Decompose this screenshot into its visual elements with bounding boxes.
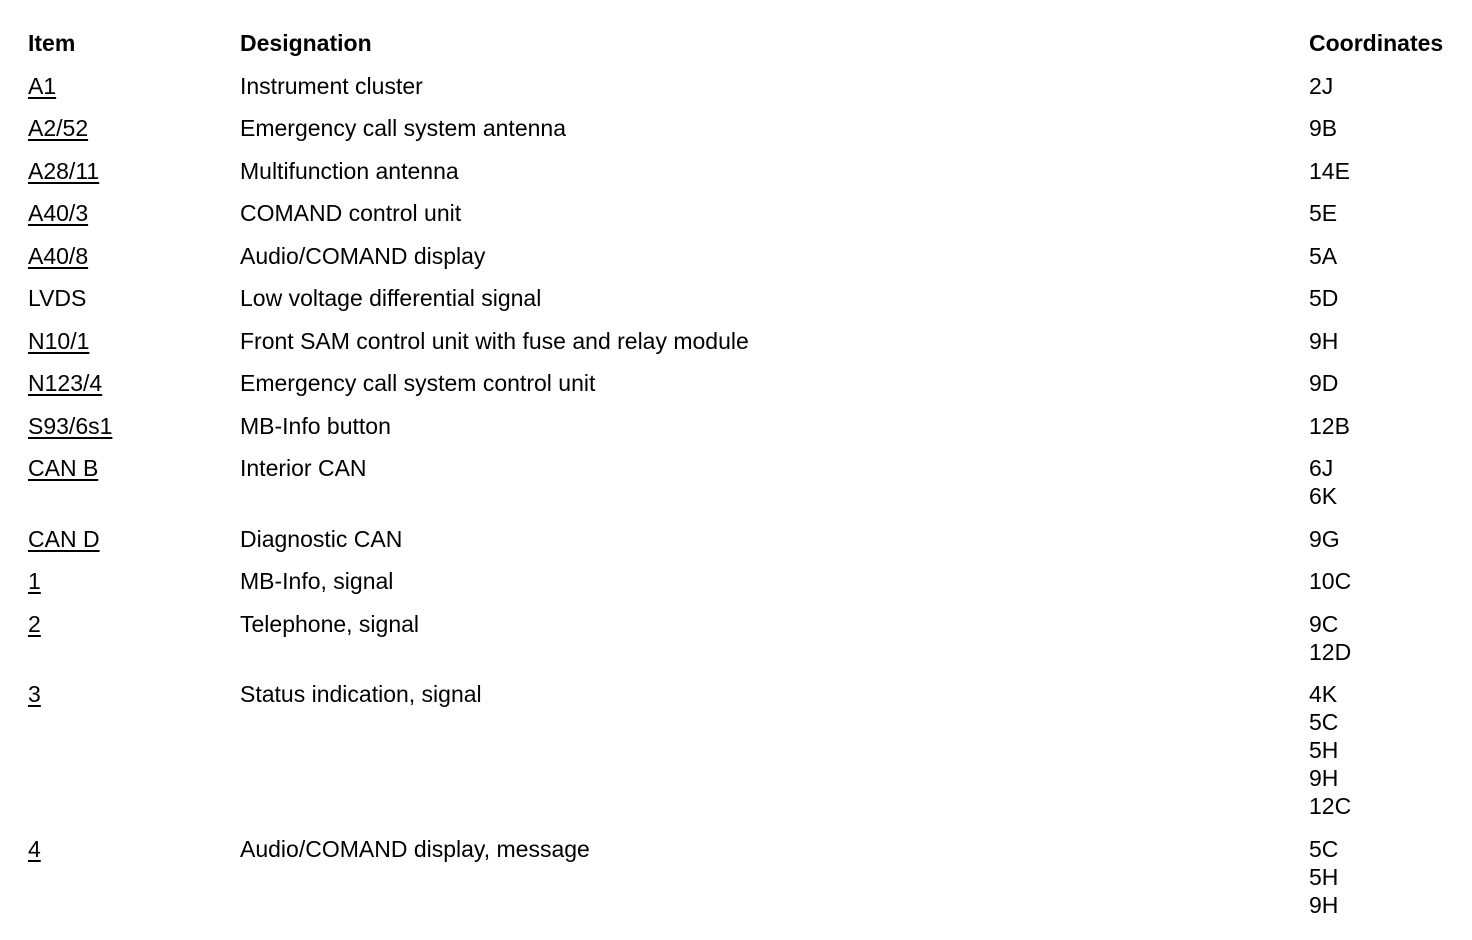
designation-cell: Audio/COMAND display (240, 242, 486, 269)
coordinate-value: 5D (1309, 285, 1339, 311)
item-cell (28, 412, 240, 440)
table-row (28, 114, 1458, 157)
item-cell (28, 284, 240, 312)
item-link[interactable]: 2 (28, 610, 41, 637)
item-link[interactable]: 3 (28, 681, 41, 707)
item-label: LVDS (28, 285, 87, 311)
table-row (28, 567, 1458, 610)
coordinates-cell (1309, 567, 1458, 595)
coordinate-value: 5E (1309, 200, 1338, 226)
item-link[interactable]: CAN D (28, 525, 100, 552)
coordinate-value: 5H (1309, 863, 1339, 890)
coordinate-value: 4K (1309, 681, 1338, 707)
coordinate-value: 14E (1309, 157, 1350, 184)
designation-cell: Audio/COMAND display, message (240, 835, 590, 862)
designation-cell: MB-Info, signal (240, 568, 394, 594)
item-link[interactable]: A2/52 (28, 115, 89, 141)
coordinate-value: 9H (1309, 327, 1339, 354)
coordinates-cell (1309, 72, 1458, 100)
table-row (28, 327, 1458, 370)
coordinate-value: 6J (1309, 455, 1334, 481)
coordinate-value: 9H (1309, 765, 1339, 791)
coordinate-value: 9C (1309, 610, 1339, 637)
item-cell (28, 610, 240, 638)
item-link[interactable]: CAN B (28, 455, 99, 481)
table-row (28, 610, 1458, 681)
item-cell (28, 242, 240, 270)
designation-cell: MB-Info button (240, 412, 391, 439)
table-row (28, 680, 1458, 835)
table-row (28, 284, 1458, 327)
designation-cell: Telephone, signal (240, 610, 420, 637)
coordinates-cell (1309, 199, 1458, 227)
designation-cell: Interior CAN (240, 455, 367, 481)
coordinates-cell (1309, 327, 1458, 355)
table-row (28, 157, 1458, 200)
coordinate-value: 5C (1309, 835, 1339, 862)
item-cell (28, 369, 240, 397)
coordinates-cell (1309, 454, 1458, 510)
item-cell (28, 567, 240, 595)
item-link[interactable]: 4 (28, 835, 41, 862)
item-cell (28, 327, 240, 355)
item-link[interactable]: A40/3 (28, 200, 89, 226)
designation-cell: Status indication, signal (240, 681, 482, 707)
designation-cell: Instrument cluster (240, 72, 423, 99)
coordinate-value: 12D (1309, 638, 1352, 665)
designation-cell: Multifunction antenna (240, 157, 459, 184)
designation-cell: Emergency call system control unit (240, 370, 596, 396)
item-link[interactable]: A40/8 (28, 242, 89, 269)
coordinate-value: 5A (1309, 242, 1338, 269)
coordinate-value: 6K (1309, 483, 1338, 509)
table-body (28, 72, 1458, 934)
table-row (28, 835, 1458, 934)
item-link[interactable]: 1 (28, 568, 41, 594)
table-row (28, 369, 1458, 412)
item-cell (28, 114, 240, 142)
item-link[interactable]: S93/6s1 (28, 412, 113, 439)
coordinates-cell (1309, 412, 1458, 440)
coordinate-value: 12C (1309, 793, 1352, 819)
coordinates-cell (1309, 114, 1458, 142)
table-header-row (28, 29, 1458, 72)
item-cell (28, 72, 240, 100)
designation-cell: Emergency call system antenna (240, 115, 566, 141)
coordinate-value: 9H (1309, 891, 1339, 918)
header-designation: Designation (240, 30, 372, 56)
coordinates-cell (1309, 610, 1458, 666)
coordinate-value: 5H (1309, 737, 1339, 763)
item-cell (28, 835, 240, 863)
item-cell (28, 199, 240, 227)
item-cell (28, 454, 240, 482)
designation-cell: Diagnostic CAN (240, 525, 403, 552)
coordinates-cell (1309, 835, 1458, 919)
item-link[interactable]: N123/4 (28, 370, 103, 396)
coordinate-value: 9D (1309, 370, 1339, 396)
coordinate-value: 12B (1309, 412, 1350, 439)
designation-cell: Front SAM control unit with fuse and relay module (240, 327, 749, 354)
item-link[interactable]: N10/1 (28, 327, 90, 354)
table-row (28, 454, 1458, 525)
coordinates-cell (1309, 242, 1458, 270)
item-cell (28, 157, 240, 185)
table-row (28, 72, 1458, 115)
designation-cell: COMAND control unit (240, 200, 462, 226)
legend-table (28, 29, 1458, 933)
coordinates-cell (1309, 284, 1458, 312)
header-item: Item (28, 30, 76, 56)
coordinate-value: 9B (1309, 115, 1338, 141)
item-cell (28, 680, 240, 708)
header-coordinates: Coordinates (1309, 30, 1444, 56)
table-row (28, 412, 1458, 455)
coordinate-value: 10C (1309, 568, 1352, 594)
item-cell (28, 525, 240, 553)
table-row (28, 242, 1458, 285)
coordinate-value: 9G (1309, 525, 1340, 552)
table-row (28, 199, 1458, 242)
coordinates-cell (1309, 525, 1458, 553)
table-row (28, 525, 1458, 568)
coordinates-cell (1309, 157, 1458, 185)
coordinates-cell (1309, 369, 1458, 397)
coordinate-value: 5C (1309, 709, 1339, 735)
coordinates-cell (1309, 680, 1458, 820)
coordinate-value: 2J (1309, 72, 1334, 99)
item-link[interactable]: A1 (28, 72, 57, 99)
item-link[interactable]: A28/11 (28, 157, 100, 184)
designation-cell: Low voltage differential signal (240, 285, 542, 311)
